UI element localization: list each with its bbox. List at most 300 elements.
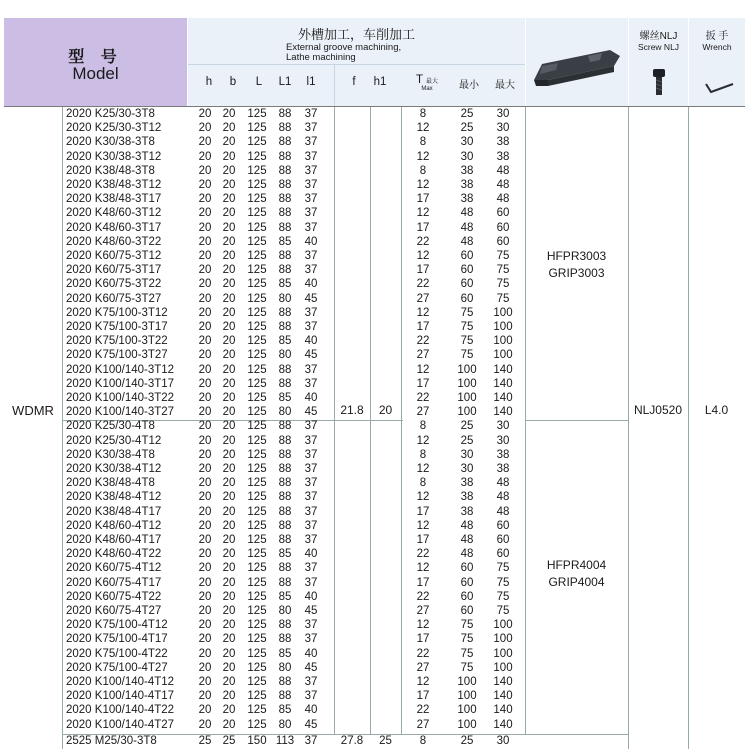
- cell-model: 2020 K75/100-3T12: [66, 306, 168, 319]
- cell-l1: 45: [304, 605, 318, 617]
- cell-L1: 88: [278, 434, 292, 447]
- cell-model: 2020 K38/48-3T12: [66, 179, 162, 191]
- cell-T: 12: [416, 491, 430, 504]
- cell-h: 20: [198, 633, 212, 646]
- cell-max: 140: [493, 406, 513, 419]
- cell-max: 38: [496, 463, 510, 475]
- cell-L1: 85: [278, 548, 292, 561]
- table-row: [4, 703, 745, 717]
- cell-L: 125: [247, 264, 267, 277]
- table-row: [4, 519, 745, 533]
- col-T-sub-en: Max: [421, 86, 433, 92]
- screw-header: [628, 18, 688, 106]
- col-T-sub-zh: 最大: [426, 79, 439, 85]
- cell-min: 48: [460, 207, 474, 220]
- cell-h: 20: [198, 491, 212, 504]
- cell-L: 125: [247, 306, 267, 319]
- cell-L: 125: [247, 420, 267, 433]
- cell-b: 20: [222, 448, 236, 461]
- cell-model: 2020 K25/30-3T8: [66, 108, 155, 120]
- cell-h: 20: [198, 661, 212, 674]
- cell-L: 125: [247, 576, 267, 589]
- cell-L1: 85: [278, 278, 292, 291]
- cell-model: 2020 K38/48-3T17: [66, 193, 162, 206]
- cell-model: 2020 K48/60-3T22: [66, 235, 162, 248]
- cell-min: 30: [460, 463, 474, 475]
- cell-T: 17: [416, 534, 430, 546]
- col-L-header: L: [255, 76, 263, 88]
- cell-L: 125: [247, 349, 267, 362]
- cell-l1: 37: [304, 505, 318, 518]
- cell-h: 20: [198, 278, 212, 291]
- cell-model: 2020 K75/100-3T22: [66, 335, 168, 348]
- cell-L1: 88: [278, 221, 292, 234]
- cell-min: 25: [460, 420, 474, 433]
- cell-L: 125: [247, 108, 267, 120]
- cell-max: 60: [496, 548, 510, 561]
- cell-l1: 40: [304, 335, 318, 348]
- table-row: [4, 306, 745, 320]
- table-body: [4, 106, 745, 749]
- cell-model: 2020 K25/30-3T12: [66, 122, 162, 135]
- cell-min: 75: [460, 619, 474, 632]
- cell-max: 48: [496, 491, 510, 504]
- cell-L1: 88: [278, 491, 292, 504]
- cell-l1: 37: [304, 576, 318, 589]
- table-row: [4, 533, 745, 547]
- cell-T: 27: [416, 406, 430, 419]
- cell-T: 8: [419, 108, 427, 120]
- table-row: [4, 604, 745, 618]
- cell-model: 2020 K38/48-3T8: [66, 164, 155, 177]
- cell-L: 125: [247, 562, 267, 575]
- table-row: [4, 206, 745, 220]
- cell-max: 75: [496, 278, 510, 291]
- wrench-value: L4.0: [704, 403, 729, 417]
- cell-l1: 40: [304, 235, 318, 248]
- cell-L1: 88: [278, 448, 292, 461]
- cell-l1: 37: [304, 534, 318, 546]
- cell-L: 125: [247, 335, 267, 348]
- cell-model: 2020 K48/60-4T12: [66, 519, 162, 532]
- cell-L1: 88: [278, 463, 292, 475]
- cell-L1: 88: [278, 250, 292, 262]
- cell-l1: 37: [304, 690, 318, 703]
- table-row: [4, 391, 745, 405]
- cell-T: 22: [416, 235, 430, 248]
- insert-group-2-code-b: GRIP4004: [548, 575, 605, 589]
- cell-max: 38: [496, 448, 510, 461]
- cell-l1: 37: [304, 519, 318, 532]
- cell-T: 8: [419, 420, 427, 433]
- cell-L1: 88: [278, 619, 292, 632]
- cell-T: 12: [416, 250, 430, 262]
- cell-l1: 40: [304, 548, 318, 561]
- cell-min: 60: [460, 250, 474, 262]
- cell-L: 125: [247, 292, 267, 305]
- cell-max: 75: [496, 590, 510, 603]
- cell-l1: 37: [304, 735, 318, 747]
- cell-L1: 80: [278, 292, 292, 305]
- cell-min: 30: [460, 150, 474, 163]
- table-row: [4, 107, 745, 121]
- cell-L: 125: [247, 619, 267, 632]
- cell-L1: 113: [275, 735, 295, 747]
- cell-model: 2020 K100/140-3T22: [66, 392, 175, 404]
- cell-h: 20: [198, 434, 212, 447]
- cell-l1: 37: [304, 164, 318, 177]
- col-T-header: [404, 74, 450, 92]
- cell-b: 20: [222, 221, 236, 234]
- cell-T: 8: [419, 735, 427, 747]
- cell-T: 22: [416, 278, 430, 291]
- cell-model: 2020 K48/60-4T17: [66, 534, 162, 546]
- cell-b: 20: [222, 548, 236, 561]
- cell-h: 20: [198, 392, 212, 404]
- table-row: [4, 377, 745, 391]
- cell-T: 17: [416, 576, 430, 589]
- cell-L: 125: [247, 235, 267, 248]
- cell-L1: 88: [278, 477, 292, 490]
- cell-min: 100: [457, 718, 477, 731]
- cell-model: 2020 K100/140-3T17: [66, 377, 175, 390]
- insert-group-1-code-b: GRIP3003: [548, 266, 605, 280]
- cell-min: 100: [457, 377, 477, 390]
- cell-h: 20: [198, 235, 212, 248]
- cell-T: 12: [416, 363, 430, 376]
- cell-L: 125: [247, 690, 267, 703]
- cell-l1: 37: [304, 264, 318, 277]
- cell-max: 75: [496, 264, 510, 277]
- cell-L1: 88: [278, 164, 292, 177]
- cell-h: 20: [198, 590, 212, 603]
- cell-b: 20: [222, 136, 236, 149]
- cell-b: 20: [222, 150, 236, 163]
- cell-l1: 45: [304, 718, 318, 731]
- table-row: [4, 547, 745, 561]
- table-row: [4, 221, 745, 235]
- cell-L: 125: [247, 250, 267, 262]
- product-table: [4, 18, 745, 748]
- cell-model: 2020 K75/100-3T17: [66, 321, 168, 333]
- cell-T: 12: [416, 519, 430, 532]
- cell-max: 48: [496, 179, 510, 191]
- cell-L: 125: [247, 633, 267, 646]
- cell-T: 12: [416, 434, 430, 447]
- f-value-main: 21.8: [340, 403, 364, 417]
- cell-b: 20: [222, 647, 236, 660]
- cell-L1: 85: [278, 647, 292, 660]
- cell-h: 20: [198, 463, 212, 475]
- cell-L1: 80: [278, 406, 292, 419]
- cell-b: 20: [222, 321, 236, 333]
- cell-max: 30: [496, 122, 510, 135]
- cell-b: 20: [222, 562, 236, 575]
- cell-h: 20: [198, 448, 212, 461]
- cell-max: 30: [496, 434, 510, 447]
- table-row: [4, 661, 745, 675]
- col-f-header: f: [352, 76, 356, 88]
- cell-l1: 37: [304, 420, 318, 433]
- cell-h: 20: [198, 505, 212, 518]
- dimensions-header: [188, 18, 525, 106]
- cell-l1: 37: [304, 221, 318, 234]
- cell-L1: 85: [278, 704, 292, 717]
- cell-max: 30: [496, 420, 510, 433]
- cell-min: 48: [460, 534, 474, 546]
- cell-model: 2020 K38/48-4T8: [66, 477, 155, 490]
- table-row: [4, 675, 745, 689]
- cell-model: 2020 K60/75-4T27: [66, 605, 162, 617]
- cell-min: 75: [460, 661, 474, 674]
- cell-L: 125: [247, 122, 267, 135]
- table-row: [4, 462, 745, 476]
- table-row: [4, 164, 745, 178]
- cell-min: 75: [460, 349, 474, 362]
- cell-L: 125: [247, 605, 267, 617]
- cell-l1: 40: [304, 392, 318, 404]
- cell-l1: 37: [304, 676, 318, 688]
- cell-min: 100: [457, 690, 477, 703]
- cell-max: 140: [493, 718, 513, 731]
- cell-l1: 37: [304, 477, 318, 490]
- cell-T: 17: [416, 193, 430, 206]
- cell-l1: 40: [304, 647, 318, 660]
- insert-group-1-code-a: HFPR3003: [546, 249, 607, 263]
- cell-max: 100: [493, 321, 513, 333]
- table-row: [4, 249, 745, 263]
- cell-model: 2020 K75/100-4T17: [66, 633, 168, 646]
- cell-max: 60: [496, 221, 510, 234]
- cell-T: 12: [416, 562, 430, 575]
- cell-T: 12: [416, 150, 430, 163]
- cell-L: 125: [247, 491, 267, 504]
- cell-T: 27: [416, 349, 430, 362]
- cell-model: 2020 K60/75-4T22: [66, 590, 162, 603]
- cell-L: 125: [247, 136, 267, 149]
- cell-max: 60: [496, 534, 510, 546]
- family-label: WDMR: [12, 403, 54, 418]
- cell-l1: 45: [304, 292, 318, 305]
- cell-model: 2020 K48/60-4T22: [66, 548, 162, 561]
- col-l1-header: l1: [306, 76, 316, 88]
- cell-max: 140: [493, 676, 513, 688]
- cell-h: 20: [198, 562, 212, 575]
- cell-l1: 37: [304, 619, 318, 632]
- cell-b: 20: [222, 704, 236, 717]
- cell-L: 125: [247, 534, 267, 546]
- cell-model: 2020 K100/140-3T12: [66, 363, 175, 376]
- wrench-icon: [703, 78, 737, 98]
- cell-L: 125: [247, 704, 267, 717]
- cell-max: 140: [493, 392, 513, 404]
- cell-T: 12: [416, 463, 430, 475]
- cell-model: 2020 K60/75-4T12: [66, 562, 162, 575]
- insert-image: [528, 36, 628, 96]
- cell-max: 75: [496, 292, 510, 305]
- cell-h: 20: [198, 349, 212, 362]
- cell-model: 2020 K60/75-3T17: [66, 264, 162, 277]
- cell-model: 2020 K25/30-4T8: [66, 420, 155, 433]
- process-en-1: External groove machining,: [286, 42, 402, 53]
- cell-b: 20: [222, 491, 236, 504]
- cell-T: 17: [416, 505, 430, 518]
- table-row: [4, 292, 745, 306]
- cell-max: 100: [493, 335, 513, 348]
- cell-max: 48: [496, 477, 510, 490]
- cell-l1: 37: [304, 306, 318, 319]
- table-row: [4, 405, 745, 419]
- cell-b: 20: [222, 534, 236, 546]
- cell-L1: 88: [278, 519, 292, 532]
- cell-h: 20: [198, 150, 212, 163]
- cell-l1: 37: [304, 363, 318, 376]
- cell-L: 125: [247, 434, 267, 447]
- cell-l1: 37: [304, 150, 318, 163]
- cell-h: 20: [198, 519, 212, 532]
- model-header-en: Model: [72, 64, 119, 83]
- cell-min: 30: [460, 448, 474, 461]
- col-L1-header: L1: [278, 76, 292, 88]
- cell-l1: 37: [304, 491, 318, 504]
- cell-h: 20: [198, 647, 212, 660]
- cell-L: 125: [247, 661, 267, 674]
- table-row: [4, 434, 745, 448]
- cell-min: 60: [460, 264, 474, 277]
- cell-model: 2020 K100/140-4T12: [66, 676, 175, 688]
- cell-b: 20: [222, 164, 236, 177]
- cell-min: 38: [460, 193, 474, 206]
- cell-L1: 80: [278, 718, 292, 731]
- cell-b: 20: [222, 250, 236, 262]
- cell-T: 27: [416, 292, 430, 305]
- cell-l1: 37: [304, 434, 318, 447]
- cell-max: 75: [496, 576, 510, 589]
- insert-header: [525, 18, 628, 106]
- cell-L1: 85: [278, 392, 292, 404]
- cell-min: 38: [460, 491, 474, 504]
- table-row: [4, 334, 745, 348]
- cell-T: 8: [419, 448, 427, 461]
- cell-L: 125: [247, 392, 267, 404]
- cell-L: 125: [247, 377, 267, 390]
- cell-L: 125: [247, 548, 267, 561]
- cell-L: 125: [247, 505, 267, 518]
- table-row: [4, 576, 745, 590]
- cell-max: 100: [493, 349, 513, 362]
- cell-max: 100: [493, 306, 513, 319]
- table-row: [4, 689, 745, 703]
- cell-L: 125: [247, 676, 267, 688]
- cell-L1: 88: [278, 136, 292, 149]
- cell-max: 48: [496, 164, 510, 177]
- cell-T: 27: [416, 605, 430, 617]
- cell-b: 20: [222, 633, 236, 646]
- cell-L1: 80: [278, 349, 292, 362]
- cell-max: 100: [493, 633, 513, 646]
- cell-T: 22: [416, 335, 430, 348]
- cell-b: 20: [222, 519, 236, 532]
- col-max-header: 最大: [495, 80, 515, 91]
- cell-model: 2020 K60/75-3T12: [66, 250, 162, 262]
- cell-L1: 88: [278, 306, 292, 319]
- cell-L1: 88: [278, 505, 292, 518]
- cell-f: 27.8: [340, 735, 364, 747]
- cell-L1: 88: [278, 420, 292, 433]
- cell-h: 20: [198, 306, 212, 319]
- cell-min: 75: [460, 633, 474, 646]
- cell-h: 20: [198, 605, 212, 617]
- table-row: [4, 505, 745, 519]
- cell-b: 20: [222, 377, 236, 390]
- cell-b: 20: [222, 434, 236, 447]
- cell-L1: 88: [278, 377, 292, 390]
- table-row: [4, 490, 745, 504]
- cell-b: 20: [222, 207, 236, 220]
- wrench-header-zh: 扳 手: [705, 31, 729, 42]
- cell-max: 75: [496, 562, 510, 575]
- cell-model: 2020 K60/75-4T17: [66, 576, 162, 589]
- cell-l1: 40: [304, 278, 318, 291]
- col-T-label: T: [415, 74, 423, 86]
- process-zh: 外槽加工，车削加工: [297, 27, 415, 42]
- cell-min: 100: [457, 406, 477, 419]
- cell-L: 125: [247, 207, 267, 220]
- cell-L1: 88: [278, 576, 292, 589]
- table-row: [4, 647, 745, 661]
- cell-l1: 37: [304, 108, 318, 120]
- cell-h: 20: [198, 292, 212, 305]
- cell-min: 75: [460, 335, 474, 348]
- cell-L: 125: [247, 647, 267, 660]
- table-row-last: [4, 734, 745, 748]
- table-row: [4, 419, 745, 433]
- wrench-header: [688, 18, 745, 106]
- cell-L1: 85: [278, 590, 292, 603]
- cell-b: 20: [222, 292, 236, 305]
- table-row: [4, 718, 745, 732]
- cell-T: 27: [416, 718, 430, 731]
- cell-l1: 37: [304, 463, 318, 475]
- cell-T: 12: [416, 122, 430, 135]
- cell-b: 20: [222, 392, 236, 404]
- cell-T: 12: [416, 676, 430, 688]
- cell-max: 38: [496, 150, 510, 163]
- cell-L: 125: [247, 164, 267, 177]
- cell-h: 20: [198, 207, 212, 220]
- cell-b: 20: [222, 676, 236, 688]
- cell-T: 12: [416, 619, 430, 632]
- cell-max: 60: [496, 207, 510, 220]
- process-en-2: Lathe machining: [286, 52, 356, 63]
- cell-max: 48: [496, 193, 510, 206]
- cell-L1: 88: [278, 179, 292, 191]
- cell-l1: 37: [304, 250, 318, 262]
- insert-group-2-code-a: HFPR4004: [546, 558, 607, 572]
- cell-b: 20: [222, 179, 236, 191]
- cell-b: 20: [222, 463, 236, 475]
- cell-model: 2020 K100/140-4T17: [66, 690, 175, 703]
- cell-L: 125: [247, 463, 267, 475]
- cell-b: 20: [222, 363, 236, 376]
- cell-max: 60: [496, 235, 510, 248]
- cell-L1: 88: [278, 207, 292, 220]
- cell-T: 8: [419, 136, 427, 149]
- table-row: [4, 121, 745, 135]
- cell-L1: 88: [278, 633, 292, 646]
- cell-min: 60: [460, 590, 474, 603]
- cell-max: 30: [496, 735, 510, 747]
